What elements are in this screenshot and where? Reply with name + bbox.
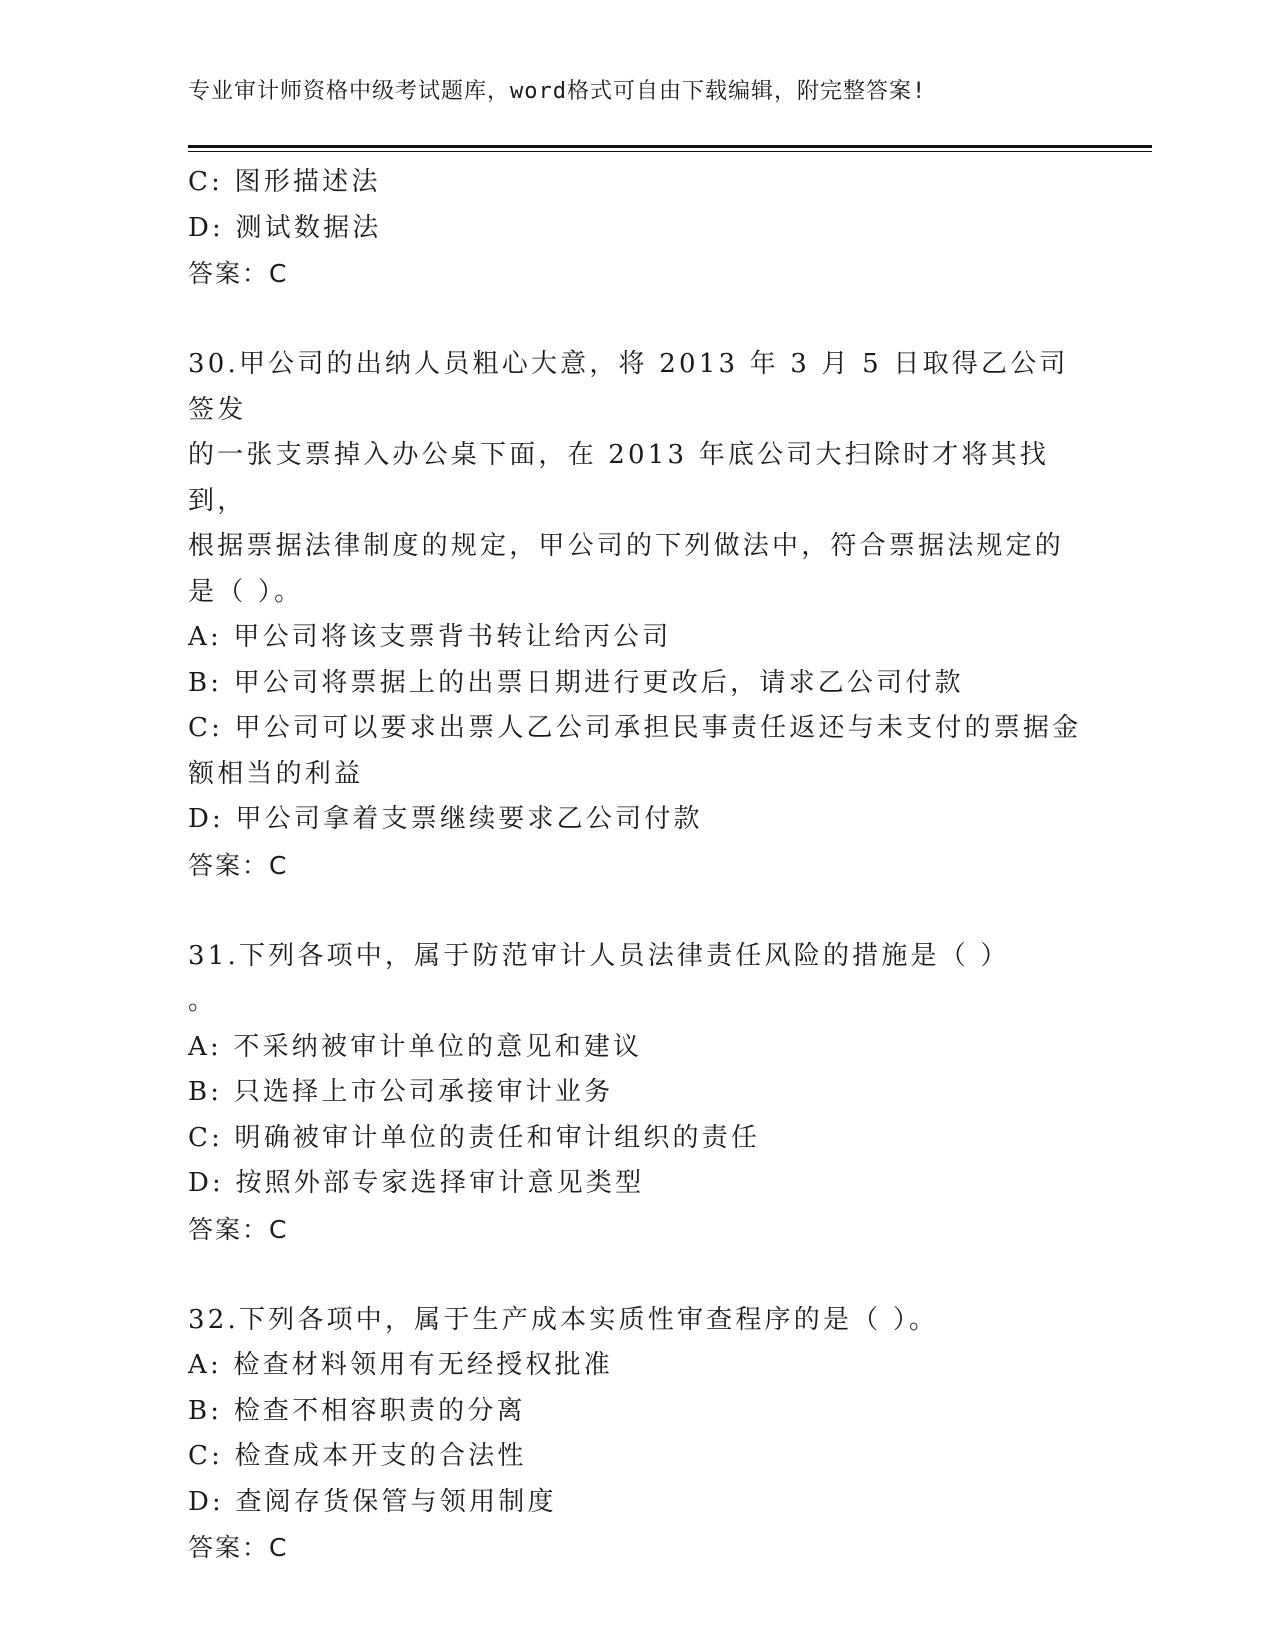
option-c: C: 图形描述法 [188,167,381,197]
option-c: C: 甲公司可以要求出票人乙公司承担民事责任返还与未支付的票据金 [188,713,1082,743]
option-b: B: 检查不相容职责的分离 [188,1395,526,1426]
option-c-continued: 额相当的利益 [188,758,364,789]
answer: 答案：C [188,850,289,880]
question-stem-line: 是（ ）。 [188,576,304,607]
option-d: D: 甲公司拿着支票继续要求乙公司付款 [188,804,703,834]
question-stem-line: 。 [188,986,218,1016]
option-c: C: 明确被审计单位的责任和审计组织的责任 [188,1122,761,1153]
option-a: A: 甲公司将该支票背书转让给丙公司 [188,622,672,652]
question-30 [188,342,1088,888]
spacer [188,888,1088,934]
header-rule-thin [188,151,1152,152]
continued-question [188,160,1088,297]
header-rule-thick [188,145,1152,148]
page-header: 专业审计师资格中级考试题库，word格式可自由下载编辑，附完整答案! [188,79,927,104]
spacer [188,1252,1088,1298]
question-32 [188,1298,1088,1571]
question-stem-line: 30.甲公司的出纳人员粗心大意，将 2013 年 3 月 5 日取得乙公司签发 [188,349,1069,425]
option-a: A: 不采纳被审计单位的意见和建议 [188,1031,643,1062]
answer: 答案：C [188,1533,289,1562]
question-31 [188,934,1088,1253]
option-d: D: 查阅存货保管与领用制度 [188,1486,557,1517]
option-b: B: 只选择上市公司承接审计业务 [188,1077,614,1107]
spacer [188,297,1088,343]
option-d: D: 测试数据法 [188,212,382,243]
answer: 答案：C [188,259,289,288]
question-stem-line: 32.下列各项中，属于生产成本实质性审查程序的是（ ）。 [188,1304,939,1335]
option-c: C: 检查成本开支的合法性 [188,1441,527,1471]
question-stem-line: 根据票据法律制度的规定，甲公司的下列做法中，符合票据法规定的 [188,531,1065,561]
document-body [188,160,1088,1571]
question-stem-line: 的一张支票掉入办公桌下面，在 2013 年底公司大扫除时才将其找到， [188,440,1050,516]
option-d: D: 按照外部专家选择审计意见类型 [188,1168,645,1198]
question-stem-line: 31.下列各项中，属于防范审计人员法律责任风险的措施是（ ） [188,940,1010,971]
option-a: A: 检查材料领用有无经授权批准 [188,1350,614,1380]
answer: 答案：C [188,1214,289,1244]
option-b: B: 甲公司将票据上的出票日期进行更改后，请求乙公司付款 [188,667,964,698]
